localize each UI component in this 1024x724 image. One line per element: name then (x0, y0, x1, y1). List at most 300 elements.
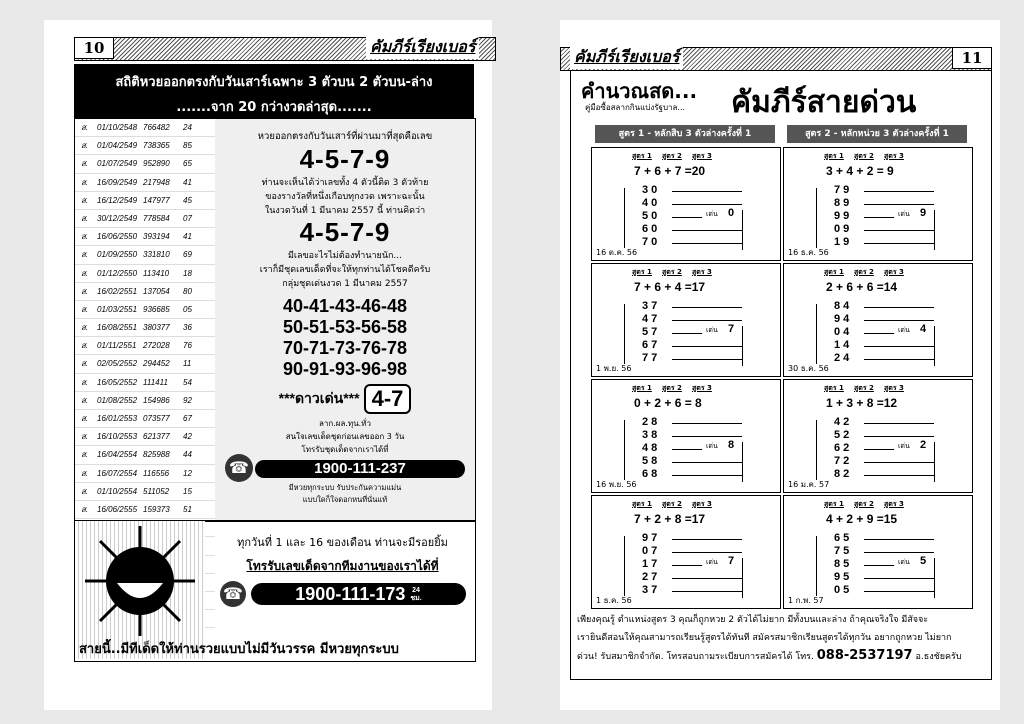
draw-date-label: 16 ม.ค. 57 (788, 480, 830, 489)
result-pair: 6 2 (834, 442, 850, 454)
draw-two-digit: 24 (183, 123, 192, 132)
draw-first-prize: 778584 (143, 213, 170, 223)
left-page (44, 20, 492, 710)
highlight-label: เด่น (898, 326, 910, 334)
formula-equation: 0 + 2 + 6 = 8 (634, 396, 702, 410)
formula-label: สูตร 3 (692, 384, 712, 392)
result-pair: 1 9 (834, 236, 850, 248)
phone-hours-unit: ชม. (410, 595, 422, 603)
connector-line (864, 436, 934, 437)
highlight-digit: 0 (728, 207, 735, 219)
result-pair: 2 7 (642, 571, 658, 583)
connector-line (864, 578, 934, 579)
result-pair: 4 7 (642, 313, 658, 325)
col2-header: สูตร 2 - หลักหน่วย 3 ตัวล่างครั้งที่ 1 (787, 125, 967, 143)
formula-label: สูตร 2 (662, 152, 682, 160)
draw-row (75, 446, 215, 464)
draw-date: 01/08/2552 (97, 395, 138, 405)
connector-line (864, 346, 934, 347)
draw-day: ส. (81, 359, 89, 369)
draw-row (75, 119, 215, 137)
telephone-icon-2: ☎ (220, 581, 246, 607)
draw-date: 16/10/2553 (97, 432, 138, 442)
highlight-digit: 9 (920, 207, 927, 219)
result-pair: 7 0 (642, 236, 658, 248)
draw-day: ส. (81, 395, 89, 405)
connector-line (672, 578, 742, 579)
draw-first-prize: 154986 (143, 395, 170, 405)
footer-line3 (577, 647, 987, 666)
draw-two-digit: 92 (183, 395, 192, 405)
result-pair: 7 7 (642, 352, 658, 364)
draw-row (75, 301, 215, 319)
formula-label: สูตร 3 (692, 500, 712, 508)
formula-label: สูตร 1 (632, 500, 652, 508)
highlight-label: เด่น (706, 442, 718, 450)
highlight-label: เด่น (898, 558, 910, 566)
formula-equation: 7 + 6 + 4 =17 (634, 280, 706, 294)
formula-label: สูตร 1 (824, 384, 844, 392)
formula-label: สูตร 1 (824, 152, 844, 160)
draw-row (75, 155, 215, 173)
ad-text-2: โทรรับเลขเด็ดจากทีมงานของเราได้ที่ (246, 559, 439, 573)
phone-number-1[interactable]: 1900-111-237 (255, 460, 465, 478)
highlight-label: เด่น (706, 326, 718, 334)
highlight-digit: 5 (920, 555, 927, 567)
draw-date: 01/04/2549 (97, 141, 138, 151)
draw-row (75, 355, 215, 373)
connector-line (672, 423, 742, 424)
draw-day: ส. (81, 177, 89, 187)
result-pair: 6 7 (642, 339, 658, 351)
draw-row (75, 265, 215, 283)
draw-day: ส. (81, 232, 89, 242)
result-pair: 6 0 (642, 223, 658, 235)
page-number-right: 11 (952, 47, 992, 69)
draw-first-prize: 073577 (143, 414, 170, 423)
sign-3: โทรรับชุดเด็ดจากเราได้ที่ (301, 445, 389, 454)
draw-date-label: 16 ต.ค. 56 (596, 248, 638, 257)
result-pair: 7 2 (834, 455, 850, 467)
draw-day: ส. (81, 341, 89, 351)
bracket-line (624, 536, 625, 596)
connector-line (672, 204, 742, 205)
bracket-line (624, 188, 625, 248)
connector-line (672, 230, 742, 231)
draw-day: ส. (81, 123, 89, 132)
title-small: คำนวณสด... (581, 79, 698, 103)
title-big: คัมภีร์สายด่วน (731, 85, 917, 120)
footer-line3-post: อ.ธงชัยครับ (915, 652, 962, 662)
connector-line (864, 333, 894, 334)
draw-two-digit: 11 (183, 359, 192, 369)
connector-line (672, 462, 742, 463)
draw-date: 01/10/2548 (97, 123, 138, 132)
star-value: 4-7 (364, 384, 412, 414)
footer-phone[interactable]: 088-2537197 (816, 648, 913, 663)
phone-hours-num: 24 (412, 587, 420, 595)
connector-line (672, 591, 742, 592)
draw-first-prize: 331810 (143, 250, 170, 260)
connector-line (672, 346, 742, 347)
combo-4: 90-91-93-96-98 (282, 359, 408, 379)
draw-date: 16/02/2551 (97, 286, 138, 296)
connector-line (672, 539, 742, 540)
draw-row (75, 374, 215, 392)
draw-row (75, 174, 215, 192)
formula-label: สูตร 2 (662, 268, 682, 276)
result-pair: 7 5 (834, 545, 850, 557)
highlight-label: เด่น (706, 210, 718, 218)
connector-line (672, 320, 742, 321)
connector-line (864, 539, 934, 540)
formula-block (591, 495, 781, 609)
footer-line3-pre: ด่วน! รับสมาชิกจำกัด. โทรสอบถามระเบียบการสมัครได้ โทร. (577, 652, 814, 662)
connector-line (864, 591, 934, 592)
formula-block (783, 147, 973, 261)
analysis-text2: ท่านจะเห็นได้ว่าเลขทั้ง 4 ตัวนี้ติด 3 ตัวท้าย (261, 178, 429, 188)
draw-row (75, 319, 215, 337)
right-page (560, 20, 1000, 710)
result-pair: 5 2 (834, 429, 850, 441)
result-pair: 3 8 (642, 429, 658, 441)
draw-first-prize: 511052 (143, 486, 170, 496)
bracket-line (816, 536, 817, 596)
banner-line2: .......จาก 20 กว่างวดล่าสุด....... (176, 100, 372, 115)
formula-label: สูตร 3 (884, 384, 904, 392)
formula-label: สูตร 2 (662, 500, 682, 508)
draw-two-digit: 05 (183, 304, 192, 314)
connector-line (864, 243, 934, 244)
draw-two-digit: 41 (183, 177, 192, 187)
analysis-text4: ในงวดวันที่ 1 มีนาคม 2557 นี้ ท่านคิดว่า (264, 206, 426, 216)
footer-line1: เพียงคุณรู้ ตำแหน่งสูตร 3 คุณก็ถูกหวย 2 ตัวได้ไม่ยาก มีทั้งบนและล่าง ถ้าคุณจริงใจ มีสัจจะ (577, 615, 929, 625)
draw-two-digit: 45 (183, 195, 192, 205)
highlight-label: เด่น (898, 210, 910, 218)
title-sub: คู่มือซื้อสลากกินแบ่งรัฐบาล... (585, 103, 686, 112)
connector-line (672, 552, 742, 553)
formula-label: สูตร 1 (824, 500, 844, 508)
draw-two-digit: 41 (183, 232, 192, 242)
analysis-text3: ของรางวัลที่หนึ่งเกือบทุกงวด เพราะฉะนั้น (265, 192, 425, 202)
draw-date: 16/07/2554 (97, 468, 138, 478)
draw-day: ส. (81, 504, 89, 514)
connector-line (672, 333, 702, 334)
draw-first-prize: 111411 (143, 377, 168, 387)
note-2: แบบใดก็ใจดอกหนที่นั่นแท้ (302, 495, 388, 504)
formula-equation: 7 + 2 + 8 =17 (634, 512, 706, 526)
result-pair: 9 9 (834, 210, 850, 222)
draw-day: ส. (81, 268, 89, 278)
analysis-text5: มีเลขอะไรไม่ต้องทำนายนัก... (287, 251, 403, 261)
draw-day: ส. (81, 450, 89, 460)
bracket-line-right (934, 210, 935, 250)
result-pair: 1 7 (642, 558, 658, 570)
draw-first-prize: 294452 (143, 359, 170, 369)
draw-day: ส. (81, 286, 89, 296)
result-pair: 6 8 (642, 468, 658, 480)
draw-first-prize: 766482 (143, 123, 170, 132)
draw-two-digit: 44 (183, 450, 192, 460)
draw-date: 01/11/2551 (97, 341, 137, 351)
draw-first-prize: 952890 (143, 159, 170, 169)
connector-line (864, 230, 934, 231)
result-pair: 0 7 (642, 545, 658, 557)
stats-section (74, 118, 476, 522)
digits-1: 4-5-7-9 (299, 144, 391, 174)
draw-row (75, 501, 215, 519)
draw-row (75, 483, 215, 501)
connector-line (864, 307, 934, 308)
draw-two-digit: 69 (183, 250, 192, 260)
draw-day: ส. (81, 486, 89, 496)
formula-label: สูตร 2 (854, 500, 874, 508)
phone-hours (410, 587, 421, 603)
result-pair: 1 4 (834, 339, 850, 351)
draw-day: ส. (81, 141, 89, 151)
connector-line (672, 243, 742, 244)
draw-date: 01/03/2551 (97, 304, 138, 314)
result-pair: 2 4 (834, 352, 850, 364)
page-number-left: 10 (74, 37, 114, 59)
draw-first-prize: 621377 (143, 432, 170, 442)
draw-date: 01/09/2550 (97, 250, 138, 260)
draw-date: 01/07/2549 (97, 159, 138, 169)
formula-block (783, 379, 973, 493)
star-label: ***ดาวเด่น*** (278, 390, 360, 406)
combo-1: 40-41-43-46-48 (282, 296, 408, 316)
connector-line (864, 552, 934, 553)
star-row (215, 384, 475, 414)
formula-label: สูตร 3 (884, 500, 904, 508)
ad-section (74, 520, 476, 662)
bracket-line (816, 420, 817, 480)
phone-number-2[interactable] (251, 583, 466, 605)
result-pair: 2 8 (642, 416, 658, 428)
draw-day: ส. (81, 377, 89, 387)
connector-line (864, 449, 894, 450)
draw-first-prize: 393194 (143, 232, 170, 242)
brand-right: คัมภีร์เรียงเบอร์ (570, 47, 683, 69)
draw-date: 16/04/2554 (97, 450, 138, 460)
formula-equation: 2 + 6 + 6 =14 (826, 280, 898, 294)
draw-date: 16/06/2550 (97, 232, 138, 242)
connector-line (864, 462, 934, 463)
draw-row (75, 337, 215, 355)
sign-2: สนใจเลขเด็ดชุดก่อนเลขออก 3 วัน (285, 432, 405, 441)
result-pair: 5 0 (642, 210, 658, 222)
bracket-line-right (742, 326, 743, 366)
draw-date: 16/01/2553 (97, 414, 138, 423)
draw-date: 30/12/2549 (97, 213, 138, 223)
highlight-digit: 7 (728, 323, 735, 335)
result-pair: 8 5 (834, 558, 850, 570)
draw-date-label: 30 ธ.ค. 56 (788, 364, 829, 373)
draw-row (75, 192, 215, 210)
result-pair: 4 0 (642, 197, 658, 209)
draw-day: ส. (81, 195, 89, 205)
draw-date: 16/06/2555 (97, 504, 138, 514)
connector-line (672, 475, 742, 476)
connector-line (864, 191, 934, 192)
formula-equation: 7 + 6 + 7 =20 (634, 164, 706, 178)
result-pair: 6 5 (834, 532, 850, 544)
formula-block (591, 263, 781, 377)
sign-1: ลาก.ผล.ทุน.ทั่ว (319, 419, 371, 428)
draw-row (75, 137, 215, 155)
draw-date: 01/10/2554 (97, 486, 138, 496)
result-pair: 8 4 (834, 300, 850, 312)
draw-two-digit: 51 (183, 504, 192, 514)
smiling-sun-icon (75, 521, 205, 641)
bracket-line-right (934, 442, 935, 482)
draw-row (75, 283, 215, 301)
draw-first-prize: 116556 (143, 468, 170, 478)
result-pair: 9 4 (834, 313, 850, 325)
formula-block (591, 147, 781, 261)
result-pair: 4 2 (834, 416, 850, 428)
formula-block (783, 495, 973, 609)
draw-day: ส. (81, 250, 89, 260)
draw-two-digit: 80 (183, 286, 192, 296)
draw-two-digit: 42 (183, 432, 192, 442)
highlight-label: เด่น (898, 442, 910, 450)
formula-block (591, 379, 781, 493)
highlight-digit: 2 (920, 439, 927, 451)
draw-date-label: 1 ธ.ค. 56 (596, 596, 632, 605)
ad-text-1: ทุกวันที่ 1 และ 16 ของเดือน ท่านจะมีรอยยิ้ม (237, 536, 448, 549)
result-pair: 8 2 (834, 468, 850, 480)
bracket-line (816, 304, 817, 364)
draw-first-prize: 936685 (143, 304, 170, 314)
formula-label: สูตร 2 (854, 384, 874, 392)
result-pair: 9 5 (834, 571, 850, 583)
draw-row (75, 410, 215, 428)
formula-label: สูตร 3 (692, 268, 712, 276)
brand-left: คัมภีร์เรียงเบอร์ (366, 37, 479, 59)
connector-line (864, 320, 934, 321)
result-pair: 5 8 (642, 455, 658, 467)
result-pair: 9 7 (642, 532, 658, 544)
digits-2: 4-5-7-9 (299, 217, 391, 247)
draw-first-prize: 272028 (143, 341, 170, 351)
formula-label: สูตร 3 (692, 152, 712, 160)
draw-first-prize: 217948 (143, 177, 170, 187)
draw-date-label: 1 พ.ย. 56 (596, 364, 632, 373)
connector-line (864, 359, 934, 360)
formula-equation: 1 + 3 + 8 =12 (826, 396, 898, 410)
bracket-line (624, 420, 625, 480)
connector-line (864, 565, 894, 566)
draw-date-label: 16 ธ.ค. 56 (788, 248, 829, 257)
formula-label: สูตร 1 (824, 268, 844, 276)
bracket-line-right (934, 558, 935, 598)
analysis-text7: กลุ่มชุดเด่นงวด 1 มีนาคม 2557 (282, 279, 408, 289)
draw-two-digit: 67 (183, 414, 192, 423)
result-pair: 3 7 (642, 584, 658, 596)
connector-line (864, 217, 894, 218)
draw-day: ส. (81, 432, 89, 442)
formula-label: สูตร 1 (632, 152, 652, 160)
draw-first-prize: 147977 (143, 195, 170, 205)
draw-first-prize: 825988 (143, 450, 170, 460)
formula-label: สูตร 2 (854, 152, 874, 160)
draw-two-digit: 76 (183, 341, 192, 351)
draw-row (75, 210, 215, 228)
formula-block (783, 263, 973, 377)
draw-row (75, 228, 215, 246)
draw-two-digit: 15 (183, 486, 192, 496)
formula-equation: 4 + 2 + 9 =15 (826, 512, 898, 526)
draw-row (75, 428, 215, 446)
footer-line2: เรายินดีสอนให้คุณสามารถเรียนรู้สูตรได้ทันที สมัครสมาชิกเรียนสูตรได้ทุกวัน อยากถูกหวย ไม่ยาก (577, 633, 952, 643)
connector-line (672, 359, 742, 360)
connector-line (864, 475, 934, 476)
highlight-label: เด่น (706, 558, 718, 566)
bracket-line-right (934, 326, 935, 366)
highlight-digit: 8 (728, 439, 735, 451)
draw-day: ส. (81, 159, 89, 169)
draw-date: 16/09/2549 (97, 177, 138, 187)
telephone-icon: ☎ (225, 454, 253, 482)
draw-day: ส. (81, 304, 89, 314)
result-pair: 0 5 (834, 584, 850, 596)
analysis-text1: หวยออกตรงกับวันเสาร์ที่ผ่านมาที่สุดคือเลข (257, 131, 433, 142)
combo-2: 50-51-53-56-58 (282, 317, 408, 337)
result-pair: 7 9 (834, 184, 850, 196)
draw-row (75, 392, 215, 410)
highlight-digit: 7 (728, 555, 735, 567)
formula-label: สูตร 1 (632, 268, 652, 276)
bracket-line (816, 188, 817, 248)
draw-two-digit: 65 (183, 159, 192, 169)
formula-label: สูตร 3 (884, 152, 904, 160)
result-pair: 0 9 (834, 223, 850, 235)
draw-two-digit: 85 (183, 141, 192, 151)
result-pair: 3 7 (642, 300, 658, 312)
result-pair: 8 9 (834, 197, 850, 209)
formula-label: สูตร 2 (662, 384, 682, 392)
highlight-digit: 4 (920, 323, 927, 335)
draw-day: ส. (81, 414, 89, 423)
draw-first-prize: 738365 (143, 141, 170, 151)
draw-day: ส. (81, 323, 89, 333)
draw-day: ส. (81, 213, 89, 223)
connector-line (672, 307, 742, 308)
draw-date-label: 1 ก.พ. 57 (788, 596, 824, 605)
bracket-line-right (742, 558, 743, 598)
result-pair: 3 0 (642, 184, 658, 196)
connector-line (672, 565, 702, 566)
draw-first-prize: 113410 (143, 268, 170, 278)
formula-label: สูตร 1 (632, 384, 652, 392)
draw-date: 01/12/2550 (97, 268, 138, 278)
draw-two-digit: 12 (183, 468, 192, 478)
formula-equation: 3 + 4 + 2 = 9 (826, 164, 894, 178)
ad-footer: สายนี้..มีทีเด็ดให้ท่านรวยแบบไม่มีวันวรรค มีหวยทุกระบบ (79, 642, 399, 657)
banner-line1: สถิติหวยออกตรงกับวันเสาร์เฉพาะ 3 ตัวบน 2 ตัวบน-ล่าง (115, 75, 433, 90)
combo-3: 70-71-73-76-78 (282, 338, 408, 358)
draw-first-prize: 137054 (143, 286, 170, 296)
connector-line (672, 436, 742, 437)
bracket-line (624, 304, 625, 364)
formula-section (570, 70, 992, 680)
draw-two-digit: 36 (183, 323, 192, 333)
connector-line (864, 423, 934, 424)
draw-date: 16/12/2549 (97, 195, 138, 205)
bracket-line-right (742, 442, 743, 482)
draw-date: 16/08/2551 (97, 323, 138, 333)
